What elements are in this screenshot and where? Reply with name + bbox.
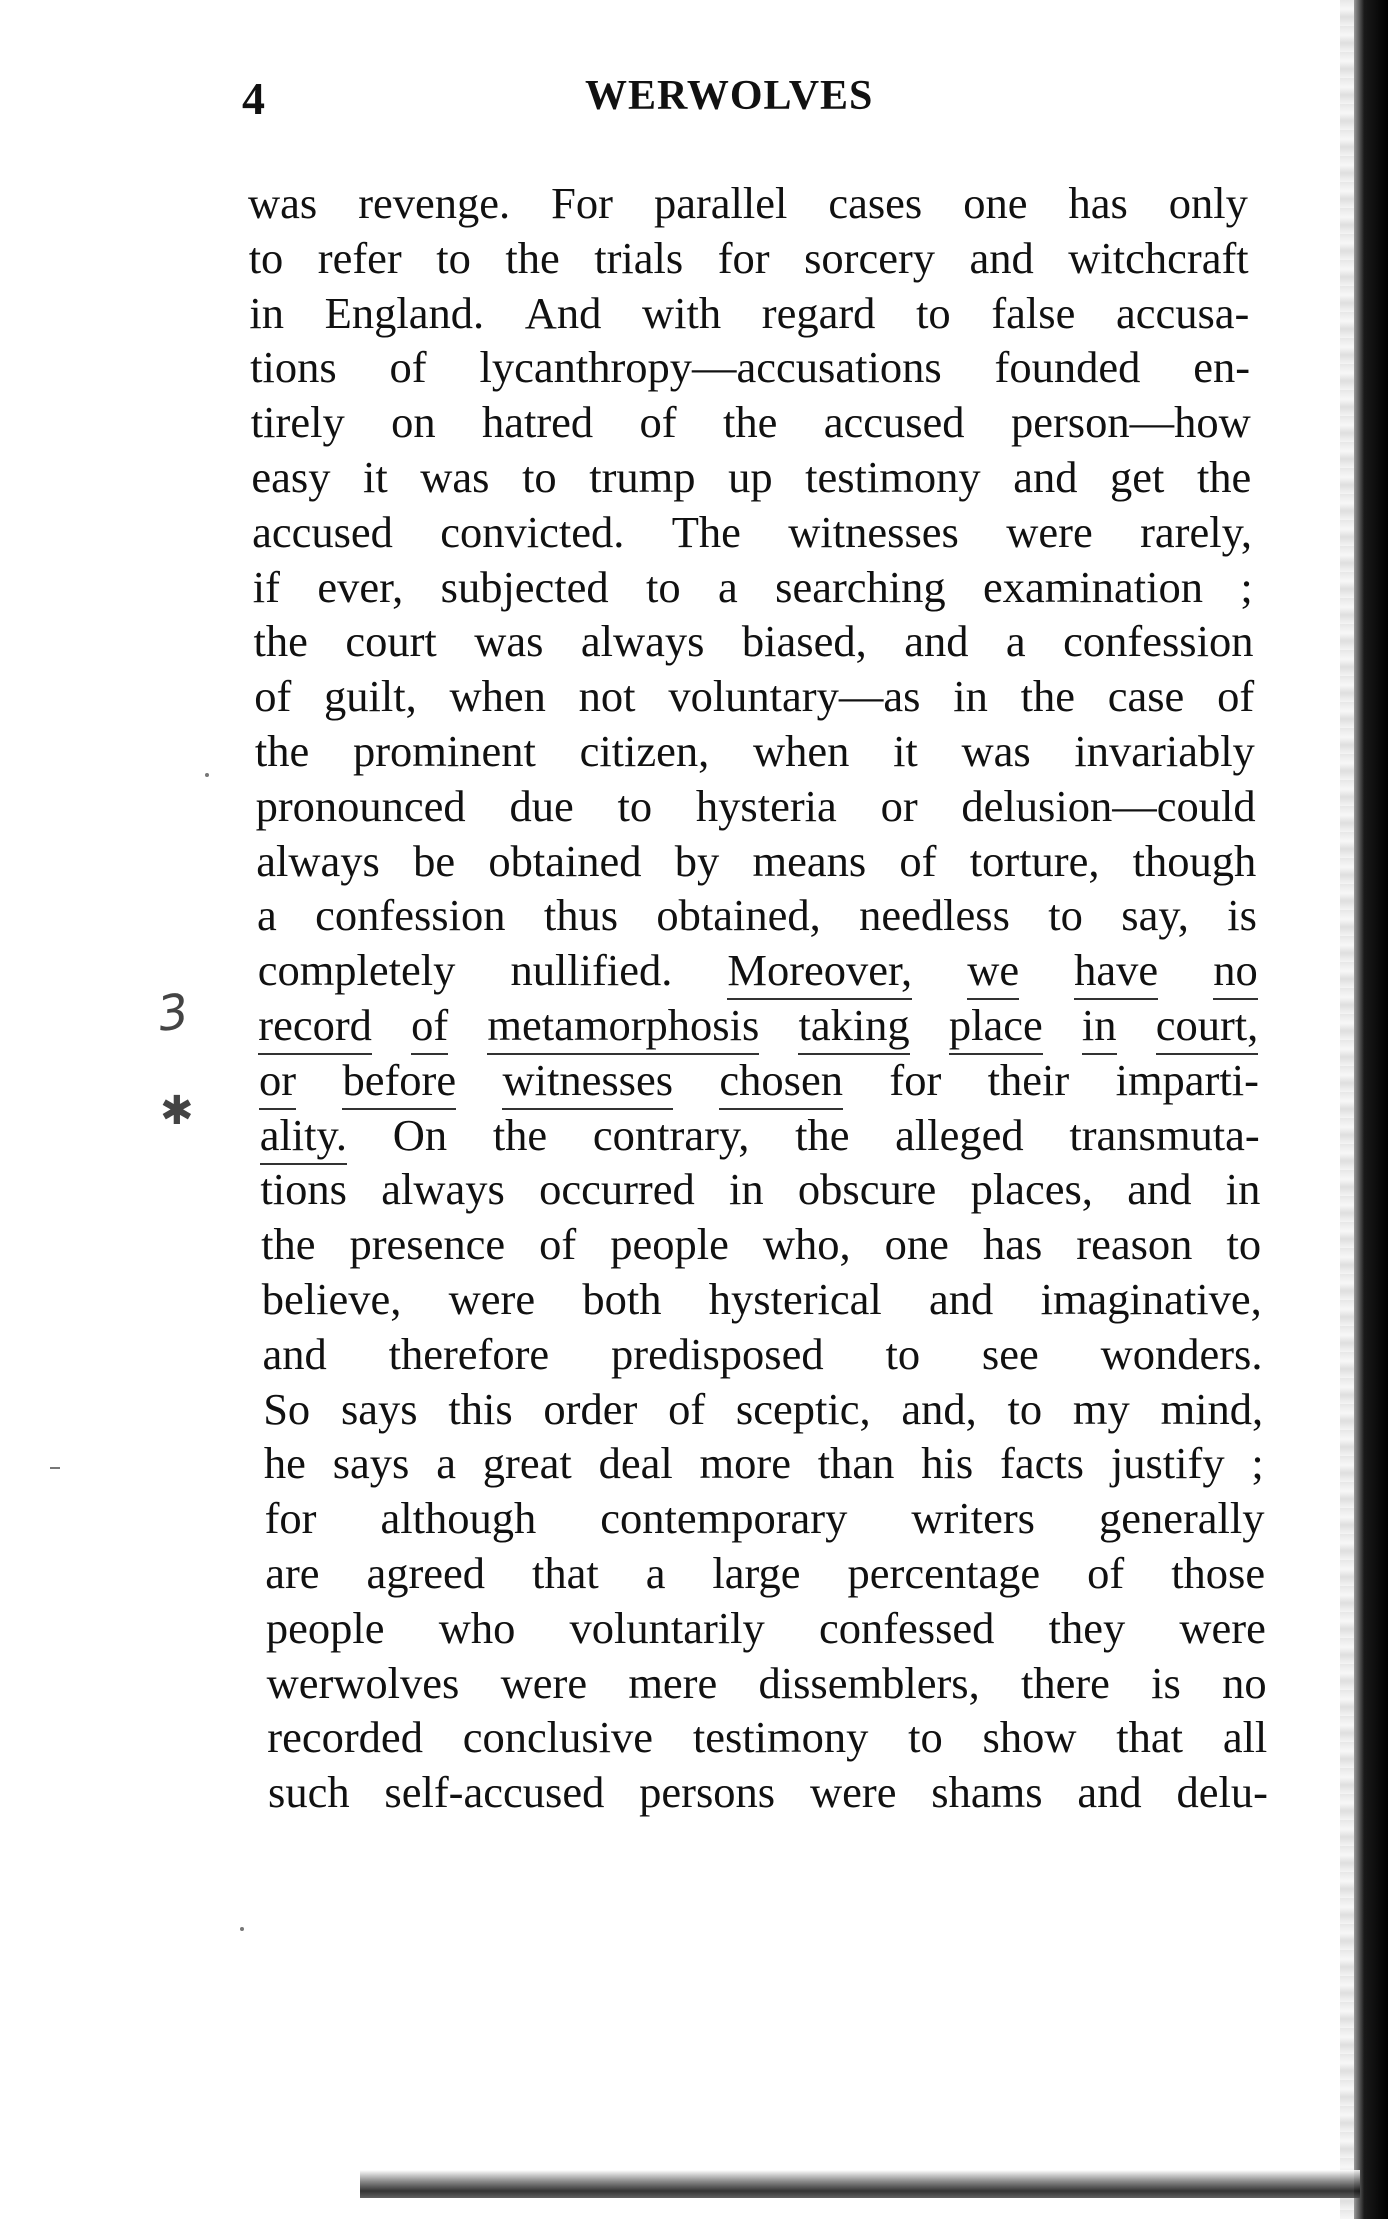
word: and, xyxy=(901,1383,977,1434)
text-line xyxy=(265,1545,1265,1601)
word: always xyxy=(381,1164,505,1215)
text-line xyxy=(267,1655,1267,1711)
text-line xyxy=(249,230,1249,286)
word: show xyxy=(982,1712,1077,1763)
word: were xyxy=(448,1274,536,1324)
word: ; xyxy=(1251,1438,1264,1489)
word: was xyxy=(420,452,490,502)
word: in xyxy=(1225,1164,1261,1215)
word: tirely xyxy=(250,397,345,448)
word: the xyxy=(1196,452,1252,502)
word: contrary, xyxy=(592,1109,750,1160)
word: taking xyxy=(798,997,909,1055)
word: is xyxy=(1151,1657,1181,1708)
word: witnesses xyxy=(788,506,959,557)
text-line xyxy=(256,833,1256,889)
word: imparti- xyxy=(1115,1054,1259,1105)
word: more xyxy=(699,1438,791,1489)
word: nullified. xyxy=(510,945,673,996)
page-header xyxy=(0,72,1388,132)
word: thus xyxy=(543,890,619,941)
word: metamorphosis xyxy=(487,997,759,1055)
word: and xyxy=(262,1328,327,1379)
word: person—how xyxy=(1010,397,1251,448)
word: revenge. xyxy=(358,178,511,228)
word: persons xyxy=(639,1767,776,1818)
scan-bottom-shadow xyxy=(360,2170,1360,2198)
word: to xyxy=(885,1328,921,1379)
word: means xyxy=(752,835,867,886)
word: and xyxy=(1127,1164,1192,1215)
text-line xyxy=(265,1490,1265,1546)
text-line xyxy=(267,1709,1267,1765)
word: large xyxy=(712,1548,801,1598)
word: of xyxy=(539,1219,577,1270)
text-line xyxy=(260,1161,1260,1217)
speck xyxy=(240,1927,244,1931)
word: percentage xyxy=(847,1548,1041,1598)
word: both xyxy=(582,1274,662,1324)
text-line xyxy=(263,1381,1263,1437)
word: or xyxy=(880,780,918,831)
word: subjected xyxy=(440,561,609,612)
text-line xyxy=(251,449,1251,505)
word: record xyxy=(258,997,372,1055)
text-line xyxy=(263,1326,1263,1382)
text-line xyxy=(254,613,1254,669)
word: needless xyxy=(859,890,1010,941)
word: en- xyxy=(1193,342,1251,393)
word: facts xyxy=(1000,1438,1085,1489)
word: trials xyxy=(594,232,684,283)
word: ever, xyxy=(317,561,404,612)
word: testimony xyxy=(692,1712,869,1763)
word: alleged xyxy=(895,1109,1024,1160)
word: delusion—could xyxy=(961,780,1256,831)
word: the xyxy=(722,397,778,448)
word: transmuta- xyxy=(1069,1109,1260,1160)
word: justify xyxy=(1110,1438,1225,1489)
word: it xyxy=(893,726,918,776)
word: wonders. xyxy=(1100,1328,1263,1379)
word: self-accused xyxy=(384,1767,605,1818)
word: easy xyxy=(251,452,331,502)
word: recorded xyxy=(267,1712,423,1763)
word: though xyxy=(1132,835,1257,886)
word: a xyxy=(436,1438,456,1489)
word: or xyxy=(259,1052,296,1110)
word: of xyxy=(1087,1548,1125,1598)
word: and xyxy=(929,1274,994,1324)
word: And xyxy=(524,287,602,338)
word: place xyxy=(949,997,1043,1055)
word: completely xyxy=(257,945,456,996)
word: a xyxy=(1005,616,1026,667)
word: on xyxy=(391,397,436,448)
word: who xyxy=(438,1602,516,1653)
word: delu- xyxy=(1176,1767,1268,1818)
text-line xyxy=(255,723,1255,779)
word: of xyxy=(639,397,677,448)
word: were xyxy=(809,1767,897,1818)
word: for xyxy=(889,1054,942,1105)
word: accusa- xyxy=(1115,287,1250,338)
word: says xyxy=(332,1438,410,1489)
text-line xyxy=(258,997,1258,1055)
word: get xyxy=(1110,452,1165,502)
word: false xyxy=(991,287,1076,338)
word: be xyxy=(413,835,456,886)
word: invariably xyxy=(1074,726,1255,776)
word: we xyxy=(967,942,1019,1000)
word: the xyxy=(492,1109,548,1160)
word: Moreover, xyxy=(727,942,912,1000)
word: to xyxy=(916,287,951,338)
word: chosen xyxy=(719,1052,843,1110)
word: says xyxy=(340,1383,418,1434)
word: in xyxy=(249,287,285,338)
text-line xyxy=(259,1052,1259,1110)
word: testimony xyxy=(805,452,981,502)
word: that xyxy=(1116,1712,1184,1763)
scan-edge-texture xyxy=(1340,0,1354,2219)
word: a xyxy=(645,1548,666,1598)
text-line xyxy=(260,1107,1260,1165)
word: deal xyxy=(598,1438,673,1489)
word: were xyxy=(500,1657,588,1708)
word: only xyxy=(1168,178,1248,228)
word: no xyxy=(1213,942,1258,1000)
word: of xyxy=(411,997,448,1055)
word: of xyxy=(668,1383,706,1434)
word: always xyxy=(580,616,705,667)
word: he xyxy=(263,1438,306,1489)
word: who, xyxy=(762,1219,851,1270)
word: of xyxy=(389,342,427,393)
word: to xyxy=(522,452,557,502)
word: and xyxy=(969,232,1034,283)
text-line xyxy=(256,778,1256,834)
word: tions xyxy=(260,1164,347,1215)
word: people xyxy=(610,1219,729,1270)
running-head: WERWOLVES xyxy=(585,73,874,119)
word: the xyxy=(1020,671,1075,722)
word: torture, xyxy=(969,835,1100,886)
word: not xyxy=(578,671,636,722)
word: tions xyxy=(250,342,337,393)
word: the xyxy=(795,1109,850,1160)
word: case xyxy=(1107,671,1185,722)
word: it xyxy=(363,452,388,502)
word: parallel xyxy=(653,178,788,228)
word: obscure xyxy=(797,1164,937,1215)
word: regard xyxy=(761,287,876,338)
word: examination xyxy=(983,561,1203,612)
word: before xyxy=(342,1052,456,1110)
word: up xyxy=(728,452,773,502)
word: refer xyxy=(317,232,402,283)
word: to xyxy=(646,561,681,612)
word: the xyxy=(505,232,560,283)
scan-edge-shadow xyxy=(1354,0,1388,2219)
word: than xyxy=(817,1438,895,1489)
word: places, xyxy=(970,1164,1093,1215)
word: conclusive xyxy=(462,1712,654,1763)
word: although xyxy=(380,1493,537,1544)
word: in xyxy=(1082,997,1117,1055)
word: has xyxy=(982,1219,1043,1270)
word: to xyxy=(1048,890,1083,941)
word: generally xyxy=(1098,1493,1265,1544)
word: the xyxy=(261,1219,316,1270)
word: all xyxy=(1222,1712,1268,1763)
text-line xyxy=(251,394,1251,450)
word: my xyxy=(1072,1383,1130,1434)
page-number: 4 xyxy=(242,73,265,124)
text-line xyxy=(249,285,1249,341)
word: was xyxy=(248,178,318,228)
word: occurred xyxy=(539,1164,695,1215)
word: hysteria xyxy=(695,780,837,831)
word: they xyxy=(1048,1602,1126,1653)
text-line xyxy=(258,942,1258,1000)
text-line xyxy=(257,887,1257,943)
word: So xyxy=(263,1383,311,1434)
word: when xyxy=(752,726,850,776)
word: has xyxy=(1068,178,1128,228)
word: accused xyxy=(823,397,965,448)
word: and xyxy=(1077,1767,1142,1818)
word: trump xyxy=(589,452,696,502)
word: one xyxy=(884,1219,949,1270)
word: in xyxy=(953,671,988,722)
word: and xyxy=(904,616,969,667)
text-line xyxy=(252,504,1252,560)
word: reason xyxy=(1076,1219,1193,1270)
word: ality. xyxy=(260,1107,347,1165)
word: sorcery xyxy=(804,232,936,283)
word: mere xyxy=(628,1657,718,1708)
word: biased, xyxy=(741,616,867,667)
word: therefore xyxy=(388,1328,550,1379)
word: no xyxy=(1222,1657,1267,1708)
word: convicted. xyxy=(440,506,625,557)
word: such xyxy=(268,1767,350,1818)
word: hysterical xyxy=(708,1274,882,1324)
word: voluntary—as xyxy=(668,671,921,722)
word: mind, xyxy=(1160,1383,1264,1434)
word: pronounced xyxy=(255,780,466,831)
word: in xyxy=(729,1164,764,1215)
word: confession xyxy=(1063,616,1254,667)
word: obtained, xyxy=(656,890,821,941)
word: one xyxy=(963,178,1028,228)
word: to xyxy=(617,780,653,831)
word: The xyxy=(671,506,741,557)
word: founded xyxy=(994,342,1141,393)
word: obtained xyxy=(488,835,642,886)
word: by xyxy=(674,835,720,886)
word: hatred xyxy=(481,397,594,448)
word: England. xyxy=(324,287,485,338)
word: see xyxy=(981,1328,1039,1379)
word: have xyxy=(1074,942,1158,1000)
speck xyxy=(205,773,209,777)
word: searching xyxy=(775,561,946,612)
word: a xyxy=(718,561,738,612)
word: are xyxy=(265,1548,320,1598)
word: their xyxy=(987,1054,1070,1105)
word: people xyxy=(265,1602,385,1653)
word: citizen, xyxy=(579,726,710,776)
word: presence xyxy=(349,1219,506,1270)
text-line xyxy=(250,339,1250,395)
word: writers xyxy=(911,1493,1035,1544)
word: those xyxy=(1171,1548,1266,1598)
word: shams xyxy=(931,1767,1043,1818)
word: cases xyxy=(828,178,923,228)
word: prominent xyxy=(352,726,536,776)
margin-number-annotation: 3 xyxy=(154,983,193,1043)
word: his xyxy=(921,1438,974,1489)
word: to xyxy=(908,1712,943,1763)
word: For xyxy=(551,178,613,228)
word: to xyxy=(248,232,284,283)
word: to xyxy=(436,232,471,283)
word: predisposed xyxy=(611,1328,824,1379)
word: if xyxy=(252,561,280,612)
margin-star-annotation: ✱ xyxy=(160,1088,194,1134)
word: were xyxy=(1179,1602,1266,1653)
word: On xyxy=(392,1109,448,1160)
word: always xyxy=(256,835,380,886)
word: the xyxy=(253,616,308,667)
word: when xyxy=(449,671,546,722)
word: that xyxy=(532,1548,599,1598)
word: werwolves xyxy=(266,1657,460,1708)
word: the xyxy=(254,726,310,776)
text-line xyxy=(254,668,1254,724)
text-line xyxy=(262,1271,1262,1327)
text-line xyxy=(264,1435,1264,1491)
word: to xyxy=(1007,1383,1043,1434)
word: for xyxy=(717,232,770,283)
word: contemporary xyxy=(600,1493,848,1544)
word: confession xyxy=(315,890,506,941)
word: court, xyxy=(1156,997,1259,1055)
word: is xyxy=(1227,890,1257,941)
word: accused xyxy=(252,506,393,557)
word: confessed xyxy=(818,1602,995,1653)
word: order xyxy=(543,1383,638,1434)
speck xyxy=(50,1467,60,1469)
text-line xyxy=(248,175,1248,231)
word: and xyxy=(1013,452,1078,502)
word: there xyxy=(1020,1657,1110,1708)
word: voluntarily xyxy=(569,1602,765,1653)
word: a xyxy=(257,890,277,941)
word: was xyxy=(474,616,544,667)
word: rarely, xyxy=(1140,506,1253,557)
text-line xyxy=(268,1764,1268,1820)
word: great xyxy=(482,1438,572,1489)
word: ; xyxy=(1240,561,1253,612)
text-line xyxy=(261,1216,1261,1272)
word: dissemblers, xyxy=(758,1657,980,1708)
word: court xyxy=(345,616,437,667)
text-line xyxy=(266,1600,1266,1656)
word: of xyxy=(1217,671,1255,722)
word: lycanthropy—accusations xyxy=(479,342,942,393)
word: of xyxy=(254,671,292,722)
word: to xyxy=(1226,1219,1262,1270)
word: with xyxy=(642,287,722,338)
word: sceptic, xyxy=(735,1383,871,1434)
word: was xyxy=(961,726,1031,776)
word: of xyxy=(899,835,937,886)
word: witnesses xyxy=(502,1052,673,1110)
word: due xyxy=(509,780,574,831)
word: guilt, xyxy=(324,671,417,722)
word: agreed xyxy=(366,1548,486,1598)
text-line xyxy=(253,559,1253,615)
word: were xyxy=(1006,506,1093,557)
word: say, xyxy=(1121,890,1189,941)
word: witchcraft xyxy=(1068,232,1249,283)
word: imaginative, xyxy=(1040,1274,1262,1324)
word: believe, xyxy=(261,1274,402,1324)
word: this xyxy=(448,1383,513,1434)
word: for xyxy=(264,1493,317,1544)
